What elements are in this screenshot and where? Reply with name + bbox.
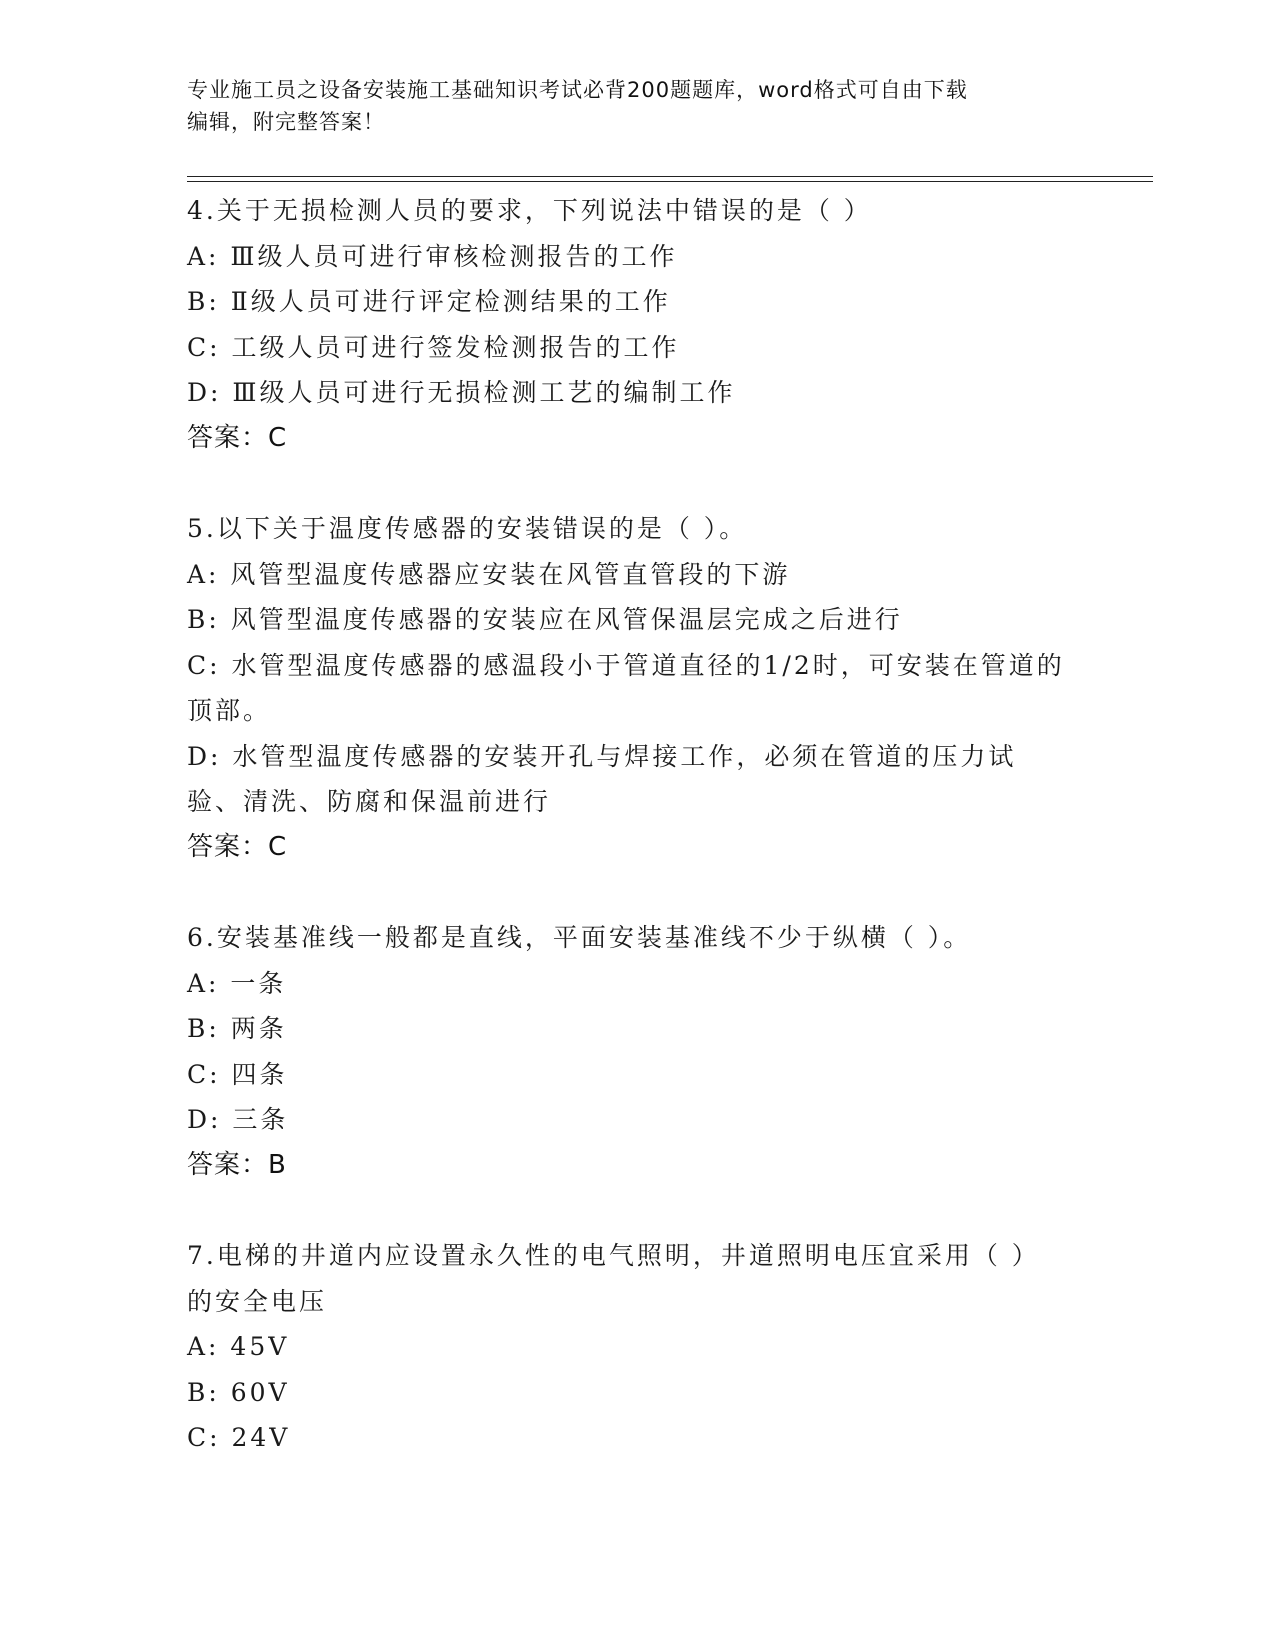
option-b: B: 风管型温度传感器的安装应在风管保温层完成之后进行 <box>187 605 903 634</box>
question-7 <box>187 1233 1067 1461</box>
option-c: C: 24V <box>187 1423 291 1452</box>
header-rule-top <box>187 176 1153 177</box>
question-stem: 5.以下关于温度传感器的安装错误的是（ ）。 <box>187 514 748 543</box>
option-d: D: 水管型温度传感器的安装开孔与焊接工作，必须在管道的压力试验、清洗、防腐和保温前进行 <box>187 741 1017 816</box>
option-a: A: 一条 <box>187 968 287 998</box>
question-stem: 4.关于无损检测人员的要求，下列说法中错误的是（ ） <box>187 196 872 225</box>
question-stem: 6.安装基准线一般都是直线，平面安装基准线不少于纵横（ ）。 <box>187 923 972 952</box>
option-b: B: 60V <box>187 1377 290 1407</box>
answer: 答案：B <box>187 1149 287 1180</box>
document-header <box>187 74 1067 138</box>
header-rule-bottom <box>187 181 1153 182</box>
option-c: C: 工级人员可进行签发检测报告的工作 <box>187 332 680 362</box>
answer: 答案：C <box>187 831 288 862</box>
header-line-2: 编辑，附完整答案！ <box>187 110 385 134</box>
option-b: B: 两条 <box>187 1014 287 1043</box>
option-a: A: Ⅲ级人员可进行审核检测报告的工作 <box>187 241 678 271</box>
answer: 答案：C <box>187 422 288 453</box>
option-b: B: Ⅱ级人员可进行评定检测结果的工作 <box>187 287 671 316</box>
question-5 <box>187 506 1067 870</box>
question-4 <box>187 188 1067 461</box>
header-line-1: 专业施工员之设备安装施工基础知识考试必背200题题库，word格式可自由下载 <box>187 78 968 102</box>
option-d: D: 三条 <box>187 1105 289 1134</box>
question-list <box>187 188 1067 1506</box>
option-d: D: Ⅲ级人员可进行无损检测工艺的编制工作 <box>187 378 736 407</box>
option-a: A: 45V <box>187 1332 290 1361</box>
option-a: A: 风管型温度传感器应安装在风管直管段的下游 <box>187 559 791 589</box>
question-stem: 7.电梯的井道内应设置永久性的电气照明，井道照明电压宜采用（ ）的安全电压 <box>187 1241 1040 1316</box>
option-c: C: 四条 <box>187 1059 288 1089</box>
question-6 <box>187 915 1067 1188</box>
option-c: C: 水管型温度传感器的感温段小于管道直径的1/2时，可安装在管道的顶部。 <box>187 650 1065 725</box>
